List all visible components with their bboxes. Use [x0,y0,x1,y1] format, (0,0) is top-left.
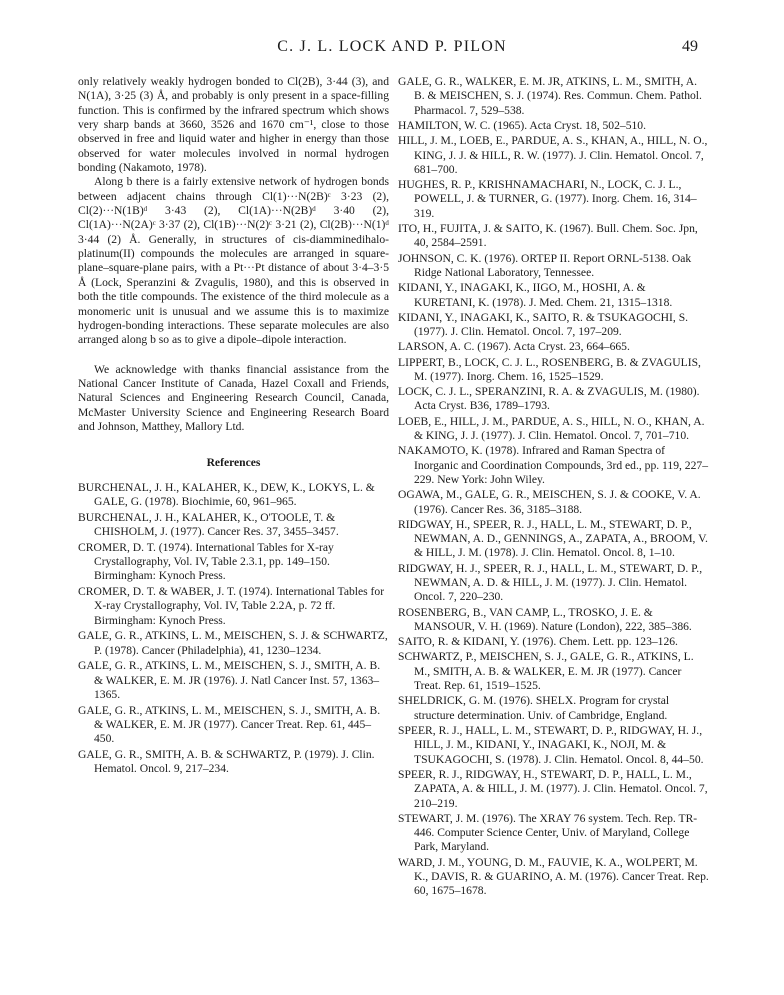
reference-item: SPEER, R. J., HALL, L. M., STEWART, D. P., RIDGWAY, H. J., HILL, J. M., KIDANI, Y., INAGAKI, K., NOJI, M. & TSUKAGOCHI, S. (1978). J. Clin. Hematol. Oncol. 8, 44–50. [398,723,704,766]
page-header [0,38,784,62]
reference-item: NAKAMOTO, K. (1978). Infrared and Raman Spectra of Inorganic and Coordination Compounds, 3rd ed., pp. 119, 227–229. New York: John Wiley. [398,444,708,486]
right-column [398,75,709,900]
reference-item: HILL, J. M., LOEB, E., PARDUE, A. S., KHAN, A., HILL, N. O., KING, J. J. & HILL, R. W. (1977). J. Clin. Hematol. Oncol. 7, 681–700. [398,134,708,176]
reference-item: RIDGWAY, H. J., SPEER, R. J., HALL, L. M., STEWART, D. P., NEWMAN, A. D. & HILL, J. M. (1977). J. Clin. Hematol. Oncol. 7, 220–230. [398,561,703,604]
reference-item: GALE, G. R., SMITH, A. B. & SCHWARTZ, P. (1979). J. Clin. Hematol. Oncol. 9, 217–234. [78,747,375,776]
reference-item: WARD, J. M., YOUNG, D. M., FAUVIE, K. A., WOLPERT, M. K., DAVIS, R. & GUARINO, A. M. (1976). Cancer Treat. Rep. 60, 1675–1678. [398,855,709,898]
reference-item: LIPPERT, B., LOCK, C. J. L., ROSENBERG, B. & ZVAGULIS, M. (1977). Inorg. Chem. 16, 1525–1529. [398,355,701,383]
reference-item: KIDANI, Y., INAGAKI, K., SAITO, R. & TSUKAGOCHI, S. (1977). J. Clin. Hematol. Oncol. 7, 197–209. [398,310,689,339]
reference-item: KIDANI, Y., INAGAKI, K., IIGO, M., HOSHI, A. & KURETANI, K. (1978). J. Med. Chem. 21, 1315–1318. [398,281,673,309]
reference-item: GALE, G. R., WALKER, E. M. JR, ATKINS, L. M., SMITH, A. B. & MEISCHEN, S. J. (1974). Res. Commun. Chem. Pathol. Pharmacol. 7, 529–538. [398,75,702,117]
running-head: C. J. L. LOCK AND P. PILON [277,38,507,55]
reference-item: ROSENBERG, B., VAN CAMP, L., TROSKO, J. E. & MANSOUR, V. H. (1969). Nature (London), 222, 385–386. [398,605,692,633]
reference-item: STEWART, J. M. (1976). The XRAY 76 system. Tech. Rep. TR-446. Computer Science Center, Univ. of Maryland, College Park, Maryland. [398,811,698,854]
reference-item: OGAWA, M., GALE, G. R., MEISCHEN, S. J. & COOKE, V. A. (1976). Cancer Res. 36, 3185–3188. [398,488,701,516]
reference-item: BURCHENAL, J. H., KALAHER, K., DEW, K., LOKYS, L. & GALE, G. (1978). Biochimie, 60, 961–965. [78,480,375,508]
reference-item: LARSON, A. C. (1967). Acta Cryst. 23, 664–665. [398,340,630,354]
references-heading: References [206,456,261,470]
reference-item: JOHNSON, C. K. (1976). ORTEP II. Report ORNL-5138. Oak Ridge National Laboratory, Tennessee. [398,251,692,279]
reference-item: CROMER, D. T. & WABER, J. T. (1974). International Tables for X-ray Crystallography, Vol. IV, Table 2.2A, p. 72 ff. Birmingham: Kynoch Press. [78,584,385,627]
reference-item: HAMILTON, W. C. (1965). Acta Cryst. 18, 502–510. [398,118,646,132]
acknowledgement-paragraph: We acknowledge with thanks financial assistance from the National Cancer Institute of Canada, Hazel Coxall and Friends, Natural Sciences and Engineering Research Council, Canada, McMaster University Science and Engineering Research Board and Johnson, Matthey, Mallory Ltd. [78,362,389,433]
reference-item: HUGHES, R. P., KRISHNAMACHARI, N., LOCK, C. J. L., POWELL, J. & TURNER, G. (1977). Inorg. Chem. 16, 314–319. [398,178,697,220]
reference-list-right [398,75,709,899]
left-column [78,75,389,778]
reference-item: LOEB, E., HILL, J. M., PARDUE, A. S., HILL, N. O., KHAN, A. & KING, J. J. (1977). J. Clin. Hematol. Oncol. 7, 701–710. [398,414,705,443]
reference-item: SHELDRICK, G. M. (1976). SHELX. Program for crystal structure determination. Univ. of Cambridge, England. [398,694,670,722]
body-paragraph: Along b there is a fairly extensive network of hydrogen bonds between adjacent chains through Cl(1)···N(2B)ᶜ 3·23 (2), Cl(2)···N(1B)ᵈ 3·43 (2), Cl(1A)···N(2B)ᵈ 3·40 (2), Cl(1A)···N(2A)ᶜ 3·37 (2), Cl(1B)···N(2)ᶜ 3·21 (2), Cl(2B)···N(1)ᵈ 3·44 (2) Å. Generally, in structures of cis-diamminedihaloplatinum(II) compounds the molecules are arranged in square-plane–square-plane pairs, with a Pt···Pt distance of about 3·4–3·5 Å (Lock, Speranzini & Zvagulis, 1980), and this is observed in both the title compounds. The existence of the third molecule as a monomeric unit is unusual and we assume this is to maximize hydrogen-bonding interactions. These separate molecules are also arranged along b so as to give a dipole–dipole interaction. [78,175,389,347]
reference-list-left [78,481,389,777]
reference-item: ITO, H., FUJITA, J. & SAITO, K. (1967). Bull. Chem. Soc. Jpn, 40, 2584–2591. [398,222,698,250]
reference-item: SPEER, R. J., RIDGWAY, H., STEWART, D. P., HALL, L. M., ZAPATA, A. & HILL, J. M. (1977). J. Clin. Hematol. Oncol. 7, 210–219. [398,767,708,810]
reference-item: RIDGWAY, H., SPEER, R. J., HALL, L. M., STEWART, D. P., NEWMAN, A. D., GENNINGS, A., ZAPATA, A., BROOM, V. & HILL, J. M. (1978). J. Clin. Hematol. Oncol. 8, 1–10. [398,517,708,560]
reference-item: SAITO, R. & KIDANI, Y. (1976). Chem. Lett. pp. 123–126. [398,635,678,649]
reference-item: CROMER, D. T. (1974). International Tables for X-ray Crystallography, Vol. IV, Table 2.3.1, pp. 149–150. Birmingham: Kynoch Press. [78,540,334,583]
reference-item: GALE, G. R., ATKINS, L. M., MEISCHEN, S. J., SMITH, A. B. & WALKER, E. M. JR (1976). J. Natl Cancer Inst. 57, 1363–1365. [78,659,381,701]
reference-item: GALE, G. R., ATKINS, L. M., MEISCHEN, S. J., SMITH, A. B. & WALKER, E. M. JR (1977). Cancer Treat. Rep. 61, 445–450. [78,703,381,746]
reference-item: SCHWARTZ, P., MEISCHEN, S. J., GALE, G. R., ATKINS, L. M., SMITH, A. B. & WALKER, E. M. JR (1977). Cancer Treat. Rep. 61, 1519–1525. [398,650,694,693]
reference-item: BURCHENAL, J. H., KALAHER, K., O'TOOLE, T. & CHISHOLM, J. (1977). Cancer Res. 37, 3455–3457. [78,510,339,538]
reference-item: GALE, G. R., ATKINS, L. M., MEISCHEN, S. J. & SCHWARTZ, P. (1978). Cancer (Philadelphia), 41, 1230–1234. [78,629,388,657]
body-paragraph: only relatively weakly hydrogen bonded to Cl(2B), 3·44 (3), and N(1A), 3·25 (3) Å, and probably is only present in a space-filling function. This is confirmed by the infrared spectrum which shows very sharp bands at 3660, 3526 and 1670 cm⁻¹, close to those observed in free and liquid water and higher in energy than those observed for water molecules involved in normal hydrogen bonding (Nakamoto, 1978). [78,75,389,175]
reference-item: LOCK, C. J. L., SPERANZINI, R. A. & ZVAGULIS, M. (1980). Acta Cryst. B36, 1789–1793. [398,385,700,413]
page-number: 49 [682,38,698,55]
